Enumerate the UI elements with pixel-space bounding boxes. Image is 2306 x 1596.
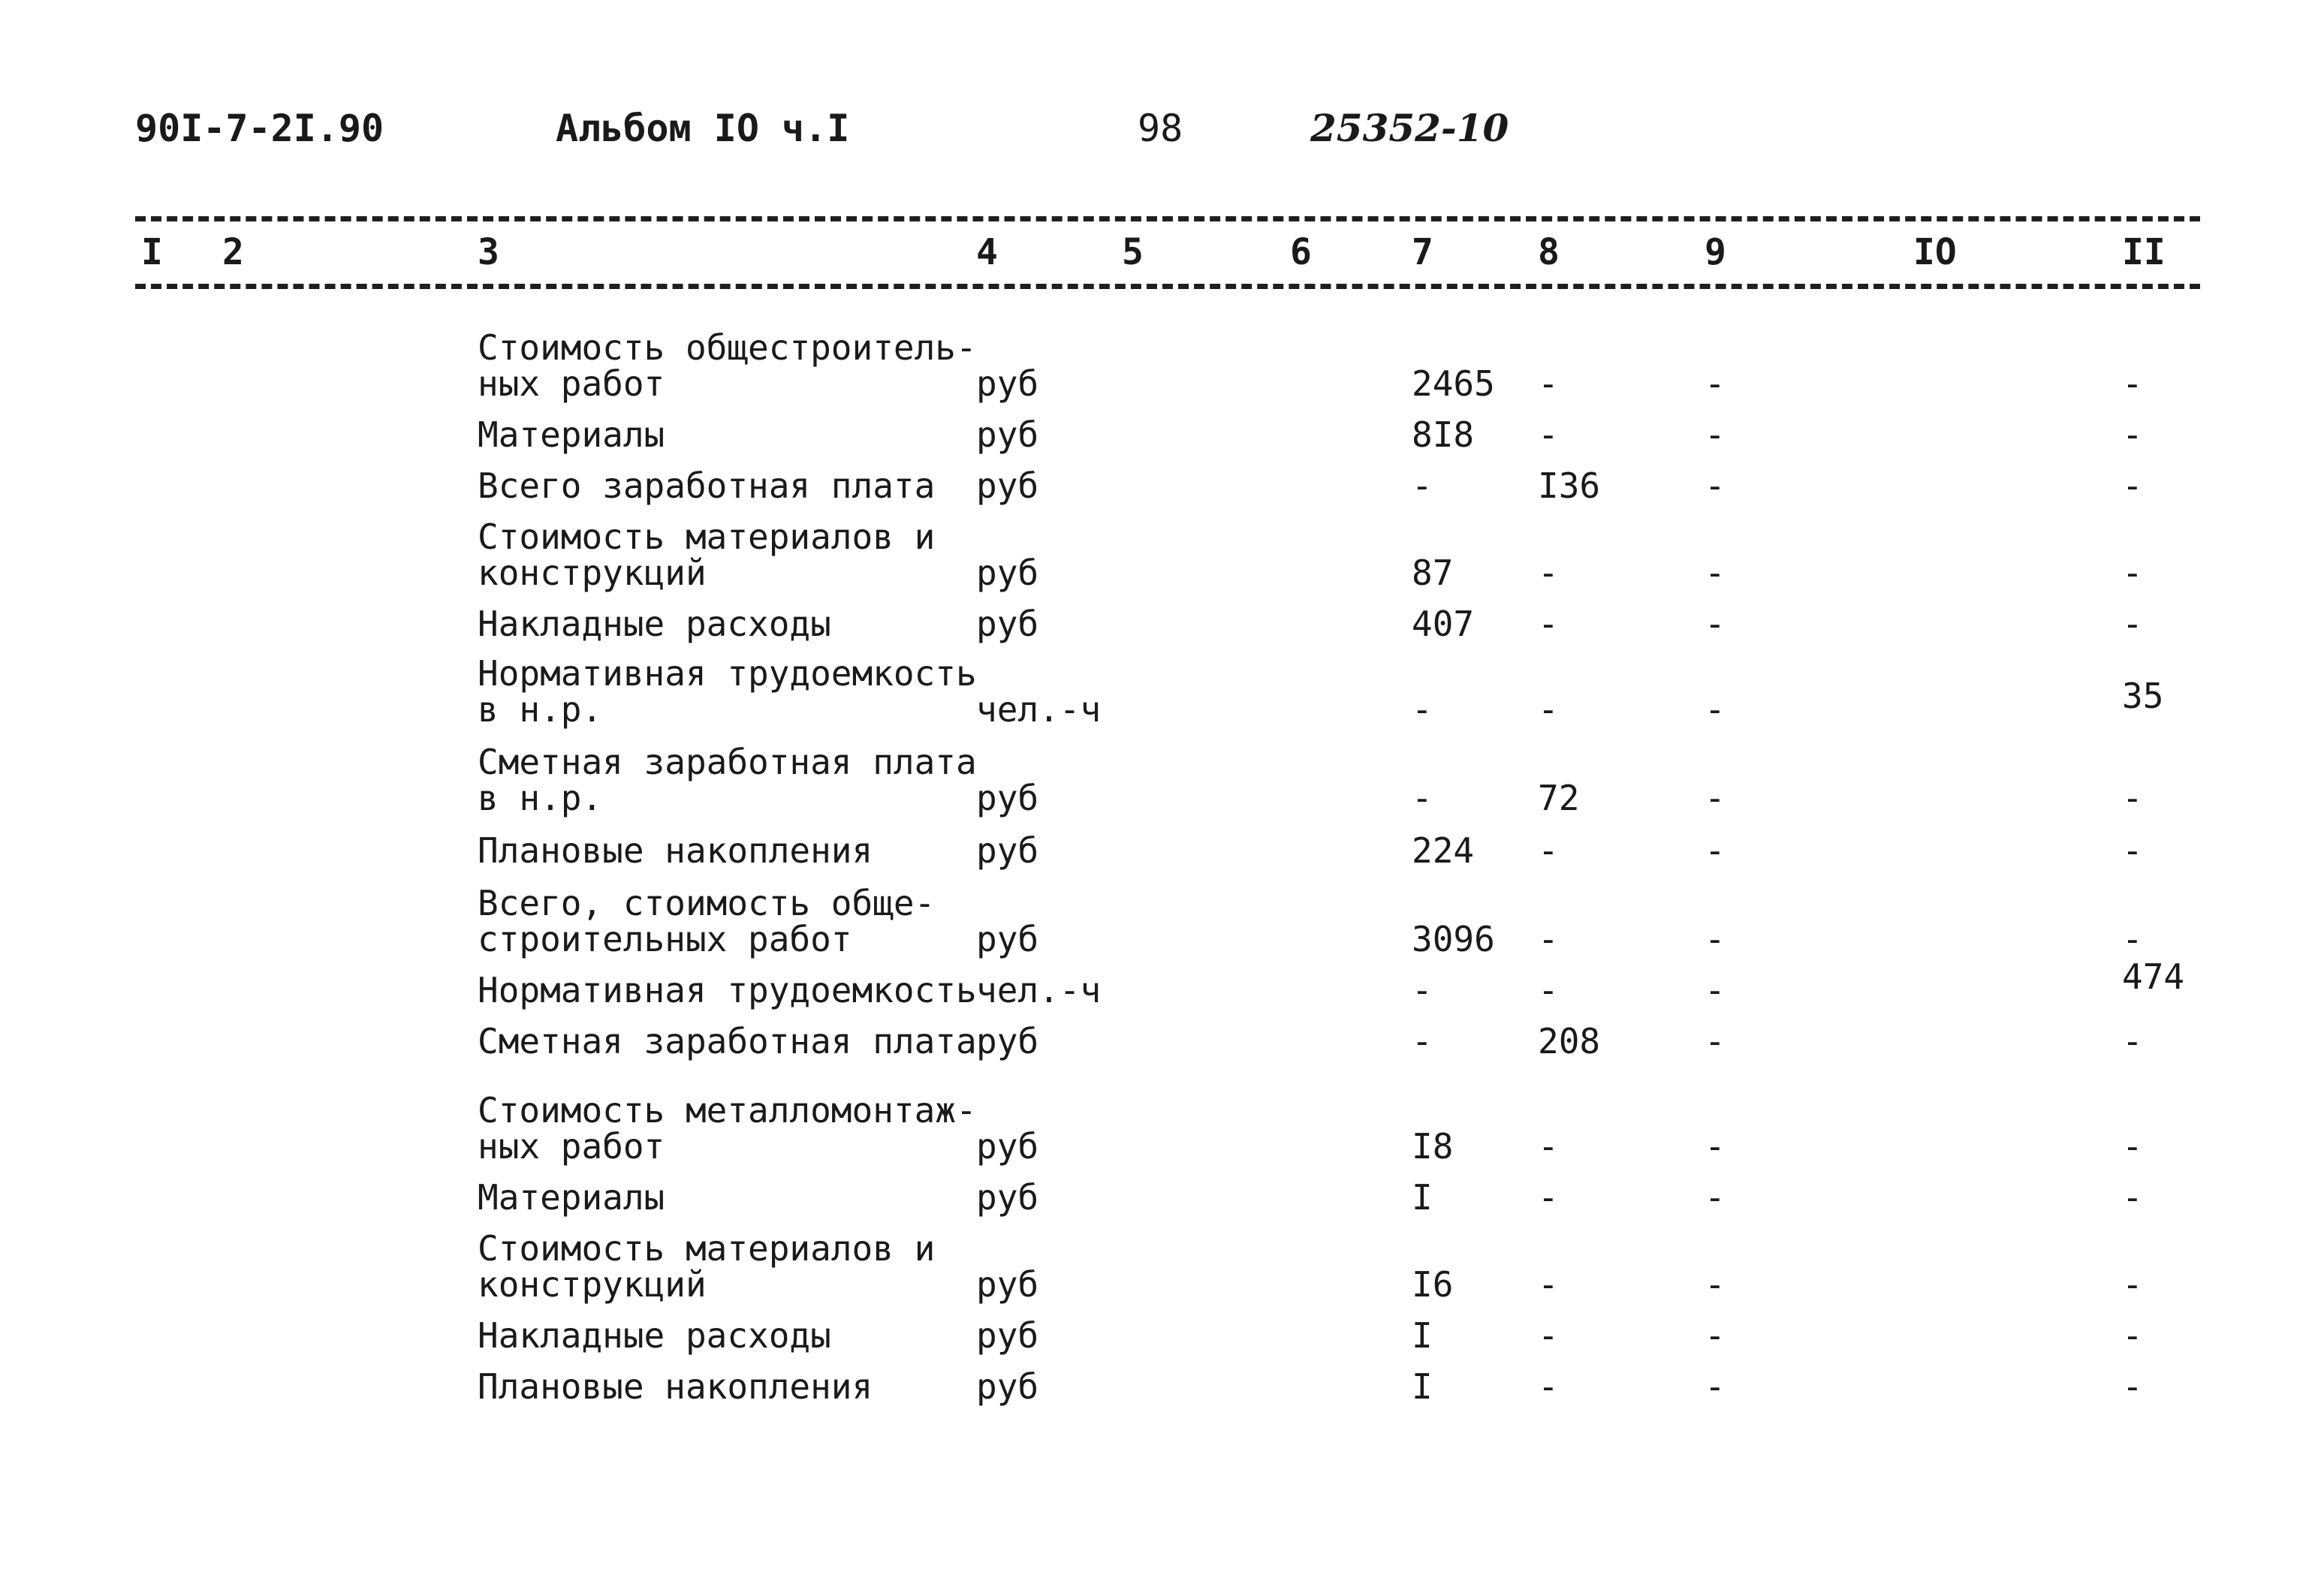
col9-value: - bbox=[1705, 919, 1726, 959]
column-number: I bbox=[141, 231, 163, 273]
col11-value: - bbox=[2122, 1366, 2143, 1407]
row-unit: руб bbox=[976, 1177, 1039, 1218]
col8-value: - bbox=[1538, 970, 1559, 1010]
col8-value: - bbox=[1538, 689, 1559, 730]
col9-value: - bbox=[1705, 830, 1726, 871]
row-unit: руб bbox=[976, 414, 1039, 455]
col7-value: - bbox=[1412, 465, 1433, 506]
row-description: строительных работ bbox=[478, 919, 852, 959]
col11-value: - bbox=[2122, 1264, 2143, 1305]
col11-value: - bbox=[2122, 778, 2143, 818]
col9-value: - bbox=[1705, 465, 1726, 506]
column-number: 6 bbox=[1290, 231, 1312, 273]
col7-value: 407 bbox=[1412, 604, 1475, 644]
row-description: в н.р. bbox=[478, 778, 603, 818]
col7-value: I bbox=[1412, 1366, 1433, 1407]
col8-value: - bbox=[1538, 1264, 1559, 1305]
col7-value: 8I8 bbox=[1412, 414, 1475, 455]
column-number: II bbox=[2122, 231, 2166, 273]
row-unit: руб bbox=[976, 553, 1039, 593]
col11-value: - bbox=[2122, 604, 2143, 644]
col11-value: - bbox=[2122, 414, 2143, 455]
column-number: 2 bbox=[222, 231, 244, 273]
col11-value: - bbox=[2122, 1021, 2143, 1061]
row-description: ных работ bbox=[478, 363, 665, 404]
col9-value: - bbox=[1705, 1177, 1726, 1218]
col7-value: 2465 bbox=[1412, 363, 1495, 404]
row-unit: руб bbox=[976, 1126, 1039, 1167]
row-description: Сметная заработная плата bbox=[478, 742, 977, 782]
col11-value: 474 bbox=[2122, 956, 2185, 997]
col9-value: - bbox=[1705, 1366, 1726, 1407]
col7-value: I bbox=[1412, 1177, 1433, 1218]
column-number: 5 bbox=[1122, 231, 1144, 273]
col7-value: - bbox=[1412, 689, 1433, 730]
col9-value: - bbox=[1705, 604, 1726, 644]
col9-value: - bbox=[1705, 1126, 1726, 1167]
col9-value: - bbox=[1705, 1315, 1726, 1356]
column-number: 3 bbox=[478, 231, 499, 273]
row-description: Сметная заработная плата bbox=[478, 1021, 977, 1061]
col11-value: - bbox=[2122, 363, 2143, 404]
col7-value: I6 bbox=[1412, 1264, 1454, 1305]
row-unit: руб bbox=[976, 465, 1039, 506]
row-description: Всего заработная плата bbox=[478, 465, 936, 506]
row-unit: руб bbox=[976, 1264, 1039, 1305]
col7-value: - bbox=[1412, 1021, 1433, 1061]
row-description: Плановые накопления bbox=[478, 1366, 873, 1407]
column-number: 9 bbox=[1705, 231, 1726, 273]
col9-value: - bbox=[1705, 553, 1726, 593]
row-unit: руб bbox=[976, 604, 1039, 644]
col7-value: 224 bbox=[1412, 830, 1475, 871]
column-number: 7 bbox=[1412, 231, 1433, 273]
col9-value: - bbox=[1705, 363, 1726, 404]
col7-value: I8 bbox=[1412, 1126, 1454, 1167]
col11-value: - bbox=[2122, 553, 2143, 593]
col9-value: - bbox=[1705, 1264, 1726, 1305]
col8-value: - bbox=[1538, 919, 1559, 959]
row-unit: чел.-ч bbox=[976, 970, 1102, 1010]
row-unit: руб bbox=[976, 830, 1039, 871]
col9-value: - bbox=[1705, 778, 1726, 818]
col8-value: - bbox=[1538, 414, 1559, 455]
row-description: Стоимость материалов и bbox=[478, 516, 936, 557]
row-description: в н.р. bbox=[478, 689, 603, 730]
col8-value: I36 bbox=[1538, 465, 1601, 506]
column-number: IO bbox=[1913, 231, 1957, 273]
row-description: Материалы bbox=[478, 414, 665, 455]
row-unit: чел.-ч bbox=[976, 689, 1102, 730]
col11-value: - bbox=[2122, 465, 2143, 506]
col7-value: I bbox=[1412, 1315, 1433, 1356]
col11-value: - bbox=[2122, 830, 2143, 871]
row-description: Накладные расходы bbox=[478, 604, 831, 644]
row-description: ных работ bbox=[478, 1126, 665, 1167]
row-description: Стоимость материалов и bbox=[478, 1228, 936, 1269]
row-description: Стоимость общестроитель- bbox=[478, 327, 977, 368]
row-description: конструкций bbox=[478, 553, 707, 593]
col8-value: - bbox=[1538, 1177, 1559, 1218]
row-description: Нормативная трудоемкость bbox=[478, 970, 977, 1010]
col11-value: 35 bbox=[2122, 676, 2164, 716]
col9-value: - bbox=[1705, 414, 1726, 455]
col9-value: - bbox=[1705, 970, 1726, 1010]
row-description: Плановые накопления bbox=[478, 830, 873, 871]
row-unit: руб bbox=[976, 919, 1039, 959]
row-description: Всего, стоимость обще- bbox=[478, 883, 936, 923]
row-unit: руб bbox=[976, 1021, 1039, 1061]
column-number: 8 bbox=[1538, 231, 1560, 273]
header-top-rule bbox=[135, 216, 2200, 221]
col8-value: - bbox=[1538, 553, 1559, 593]
row-unit: руб bbox=[976, 1366, 1039, 1407]
row-unit: руб bbox=[976, 363, 1039, 404]
document-number: 25352-10 bbox=[1310, 106, 1509, 150]
col11-value: - bbox=[2122, 919, 2143, 959]
document-code: 90I-7-2I.90 bbox=[135, 107, 384, 150]
row-description: Стоимость металломонтаж- bbox=[478, 1090, 977, 1131]
col7-value: 3096 bbox=[1412, 919, 1495, 959]
col8-value: - bbox=[1538, 1126, 1559, 1167]
row-unit: руб bbox=[976, 1315, 1039, 1356]
header-bottom-rule bbox=[135, 284, 2200, 289]
col7-value: - bbox=[1412, 970, 1433, 1010]
col8-value: - bbox=[1538, 363, 1559, 404]
page-number: 98 bbox=[1138, 107, 1183, 150]
column-number: 4 bbox=[976, 231, 998, 273]
col8-value: - bbox=[1538, 1315, 1559, 1356]
row-description: Нормативная трудоемкость bbox=[478, 653, 977, 694]
col8-value: 208 bbox=[1538, 1021, 1601, 1061]
col8-value: - bbox=[1538, 830, 1559, 871]
col9-value: - bbox=[1705, 1021, 1726, 1061]
album-label: Альбом IO ч.I bbox=[556, 107, 850, 150]
col8-value: 72 bbox=[1538, 778, 1580, 818]
col9-value: - bbox=[1705, 689, 1726, 730]
col11-value: - bbox=[2122, 1177, 2143, 1218]
col11-value: - bbox=[2122, 1315, 2143, 1356]
col11-value: - bbox=[2122, 1126, 2143, 1167]
col8-value: - bbox=[1538, 1366, 1559, 1407]
col7-value: - bbox=[1412, 778, 1433, 818]
row-description: Накладные расходы bbox=[478, 1315, 831, 1356]
row-unit: руб bbox=[976, 778, 1039, 818]
col7-value: 87 bbox=[1412, 553, 1454, 593]
row-description: Материалы bbox=[478, 1177, 665, 1218]
row-description: конструкций bbox=[478, 1264, 707, 1305]
col8-value: - bbox=[1538, 604, 1559, 644]
